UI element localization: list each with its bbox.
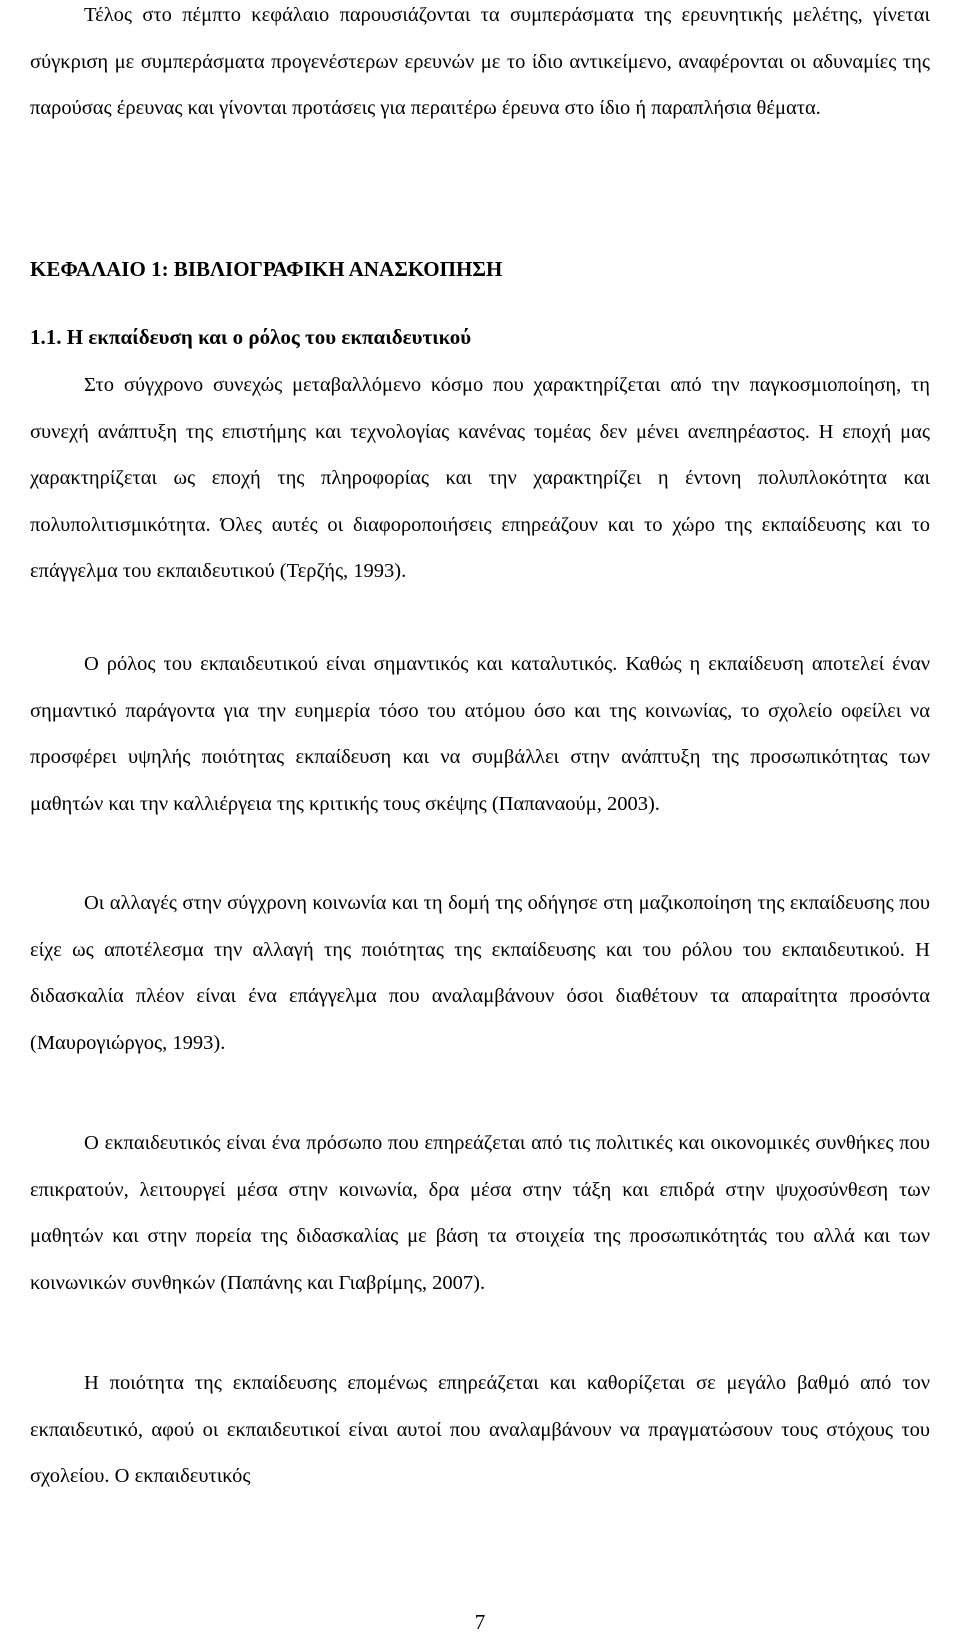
chapter-heading: ΚΕΦΑΛΑΙΟ 1: ΒΙΒΛΙΟΓΡΑΦΙΚΗ ΑΝΑΣΚΟΠΗΣΗ <box>30 257 503 281</box>
paragraph-social-changes: Οι αλλαγές στην σύγχρονη κοινωνία και τη δομή της οδήγησε στη μαζικοποίηση της εκπαίδευσης που είχε ως αποτέλεσμα την αλλαγή της ποιότητας της εκπαίδευσης και του ρόλου του εκπαιδευτικού. Η διδασκαλία πλέον είναι ένα επάγγελμα που αναλαμβάνουν όσοι διαθέτουν τα απαραίτητα προσόντα (Μαυρογιώργος, 1993). <box>30 892 930 1054</box>
paragraph-education-quality: Η ποιότητα της εκπαίδευσης επομένως επηρεάζεται και καθορίζεται σε μεγάλο βαθμό από τον εκπαιδευτικό, αφού οι εκπαιδευτικοί είναι αυτοί που αναλαμβάνουν να πραγματώσουν τους στόχους του σχολείου. Ο εκπαιδευτικός <box>30 1372 930 1487</box>
paragraph-chapter-five-summary: Τέλος στο πέμπτο κεφάλαιο παρουσιάζονται τα συμπεράσματα της ερευνητικής μελέτης, γίνεται σύγκριση με συμπεράσματα προγενέστερων ερευνών με το ίδιο αντικείμενο, αναφέρονται οι αδυναμίες της παρούσας έρευνας και γίνονται προτάσεις για περαιτέρω έρευνα στο ίδιο ή παραπλήσια θέματα. <box>30 4 930 119</box>
paragraph-teacher-influence: Ο εκπαιδευτικός είναι ένα πρόσωπο που επηρεάζεται από τις πολιτικές και οικονομικές συνθήκες που επικρατούν, λειτουργεί μέσα στην κοινωνία, δρα μέσα στην τάξη και επιδρά στην ψυχοσύνθεση των μαθητών και στην πορεία της διδασκαλίας με βάση τα στοιχεία της προσωπικότητάς του αλλά και των κοινωνικών συνθηκών (Παπάνης και Γιαβρίμης, 2007). <box>30 1132 930 1294</box>
paragraph-teacher-role: Ο ρόλος του εκπαιδευτικού είναι σημαντικός και καταλυτικός. Καθώς η εκπαίδευση αποτελεί έναν σημαντικό παράγοντα για την ευημερία τόσο του ατόμου όσο και της κοινωνίας, το σχολείο οφείλει να προσφέρει υψηλής ποιότητας εκπαίδευση και να συμβάλλει στην ανάπτυξη της προσωπικότητας των μαθητών και την καλλιέργεια της κριτικής τους σκέψης (Παπαναούμ, 2003). <box>30 653 930 815</box>
page-number: 7 <box>474 1610 486 1634</box>
paragraph-modern-world: Στο σύγχρονο συνεχώς μεταβαλλόμενο κόσμο που χαρακτηρίζεται από την παγκοσμιοποίηση, τη συνεχή ανάπτυξη της επιστήμης και τεχνολογίας κανένας τομέας δεν μένει ανεπηρέαστος. Η εποχή μας χαρακτηρίζεται ως εποχή της πληροφορίας και την χαρακτηρίζει η έντονη πολυπλοκότητα και πολυπολιτισμικότητα. Όλες αυτές οι διαφοροποιήσεις επηρεάζουν και το χώρο της εκπαίδευσης και το επάγγελμα του εκπαιδευτικού (Τερζής, 1993). <box>30 374 930 582</box>
section-heading: 1.1. Η εκπαίδευση και ο ρόλος του εκπαιδευτικού <box>30 325 472 349</box>
